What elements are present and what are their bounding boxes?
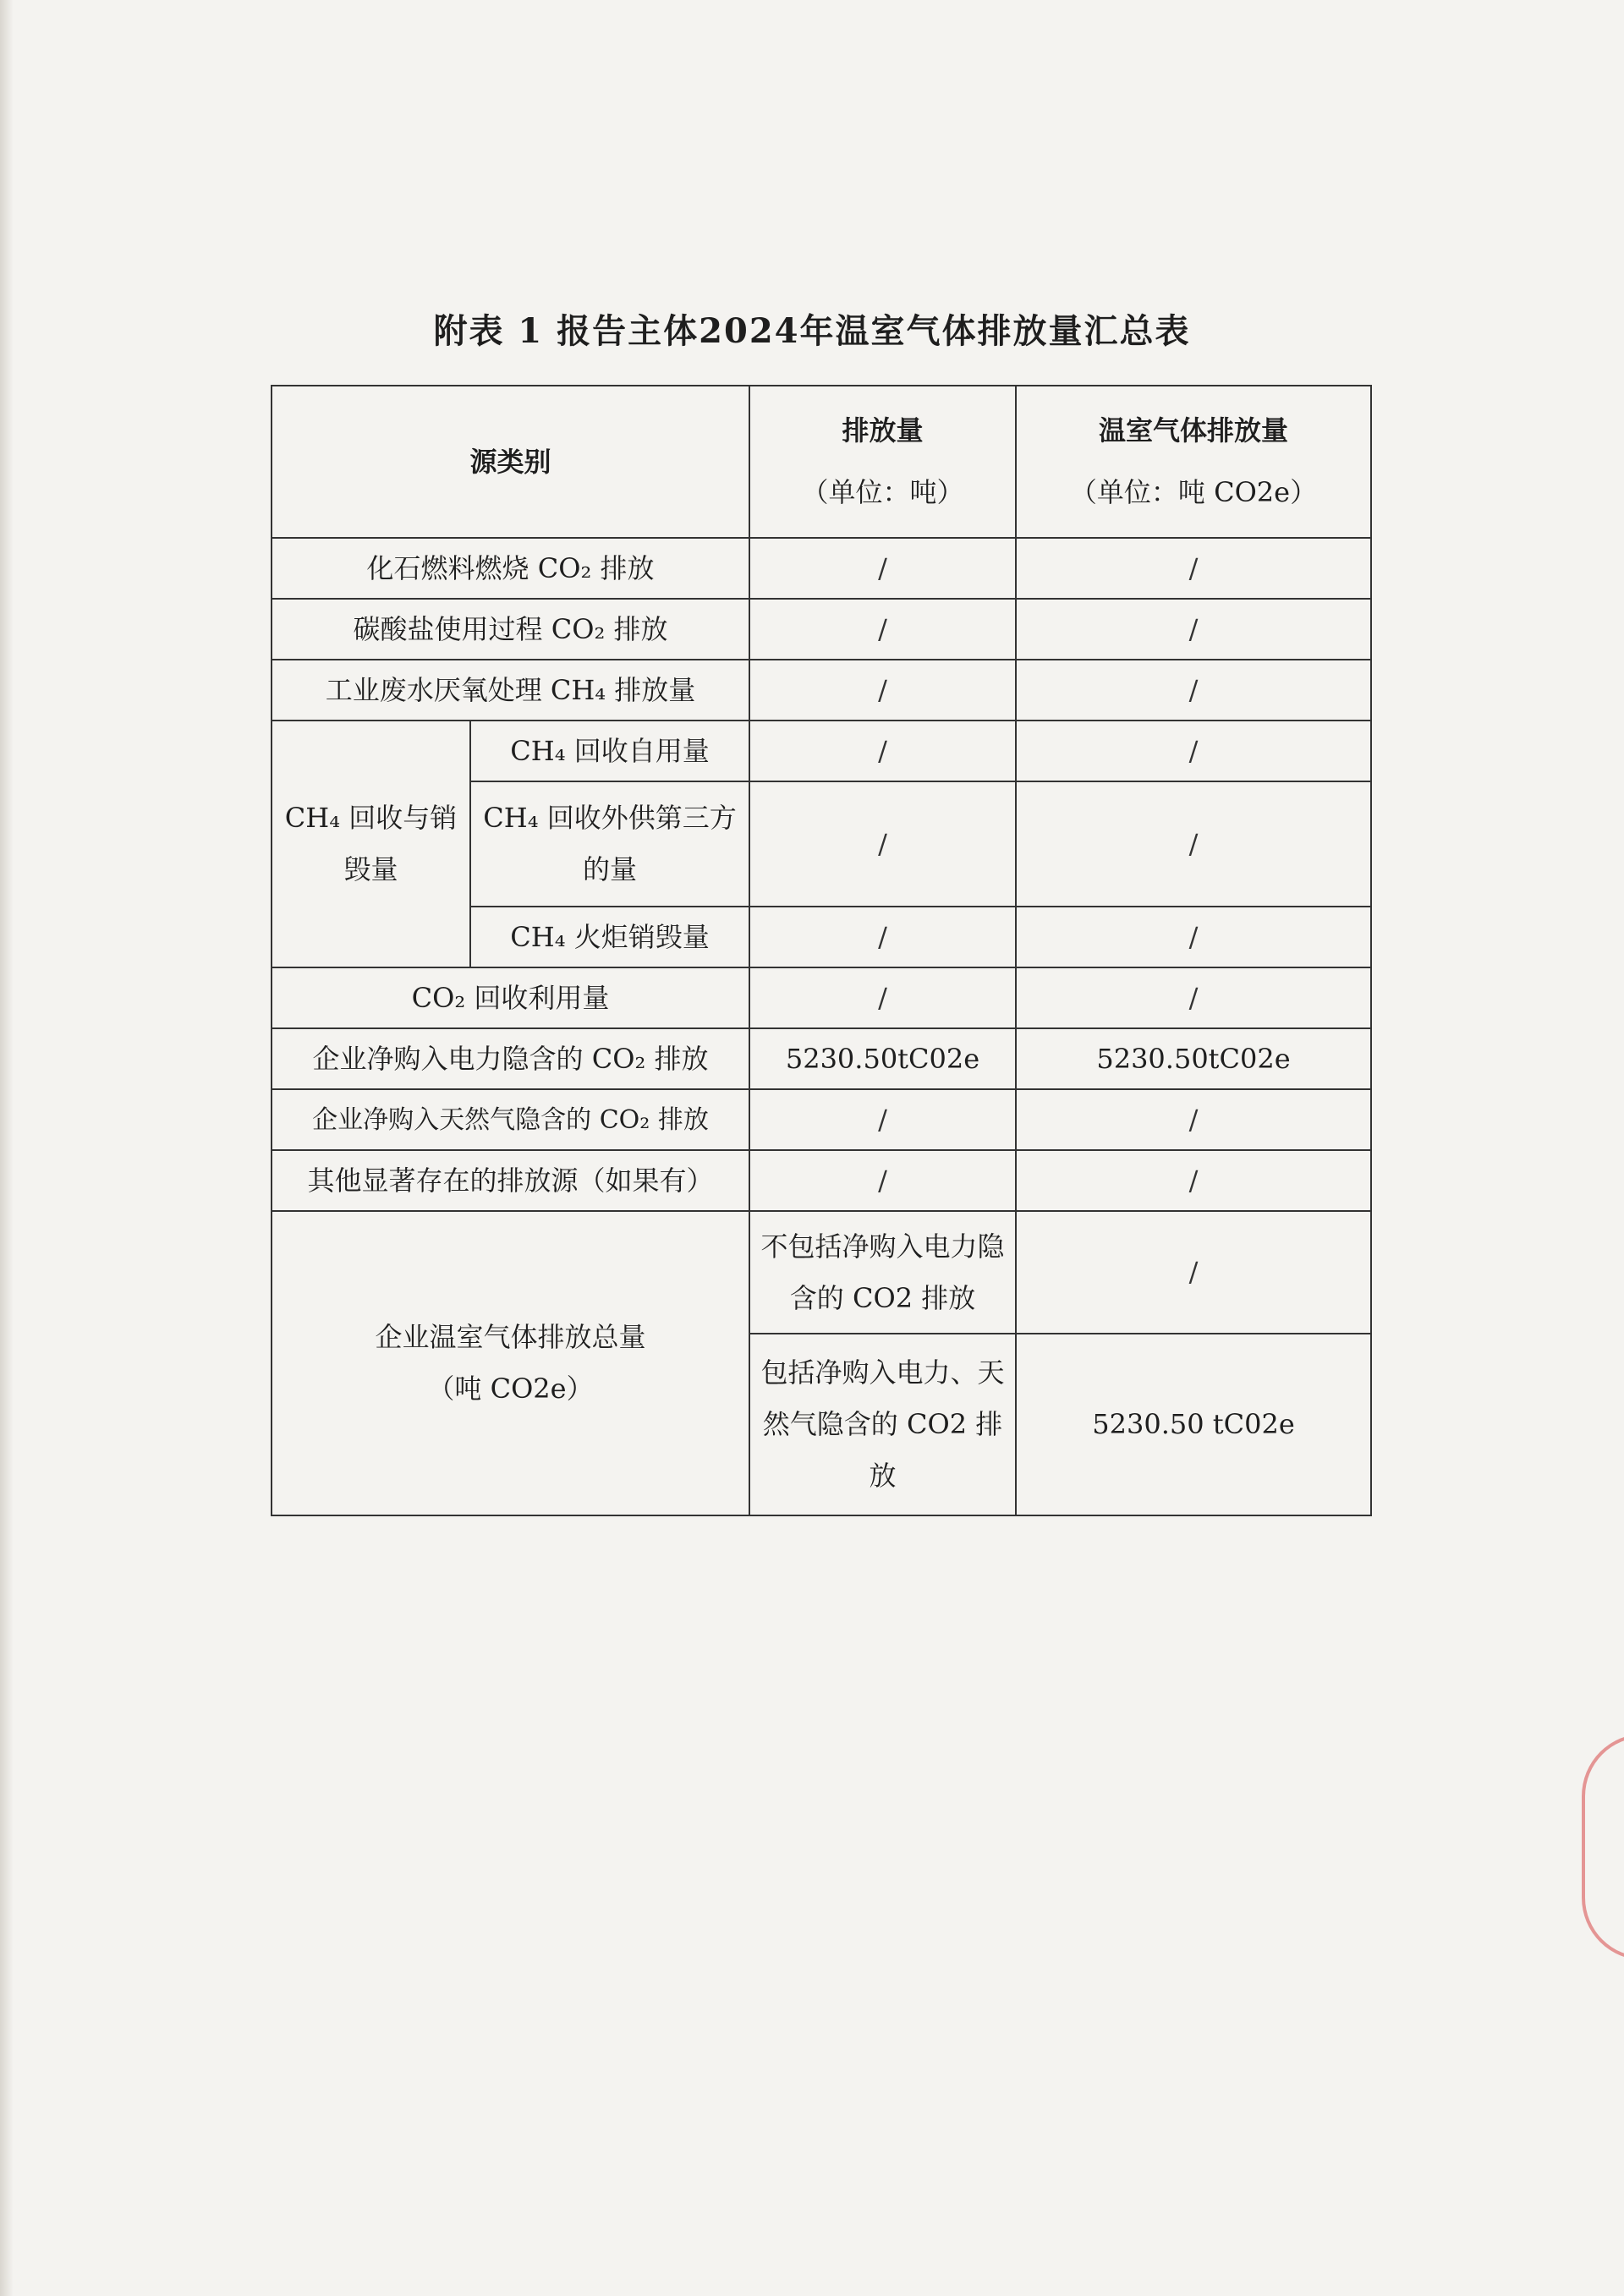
total-label: 企业温室气体排放总量 — [375, 1321, 646, 1354]
cell-value: / — [749, 599, 1016, 660]
cell-value: / — [1016, 599, 1371, 660]
header-emissions-unit: （单位：吨） — [801, 476, 964, 508]
row-label-fossil-fuel: 化石燃料燃烧 CO₂ 排放 — [272, 538, 749, 599]
header-ghg-emissions — [1016, 386, 1371, 538]
header-ghg-label: 温室气体排放量 — [1099, 414, 1289, 447]
cell-value: / — [1016, 721, 1371, 781]
page-edge-shadow — [0, 0, 14, 2296]
row-label-ch4-group: CH₄ 回收与销毁量 — [272, 721, 470, 967]
header-emissions-label: 排放量 — [842, 414, 924, 447]
row-label-incl-electricity: 包括净购入电力、天然气隐含的 CO2 排放 — [749, 1334, 1016, 1515]
row-label-co2-recovery: CO₂ 回收利用量 — [272, 967, 749, 1028]
cell-electricity-ghg: 5230.50tC02e — [1016, 1028, 1371, 1089]
row-label-electricity: 企业净购入电力隐含的 CO₂ 排放 — [272, 1028, 749, 1089]
cell-value: / — [749, 967, 1016, 1028]
header-source-category: 源类别 — [272, 386, 749, 538]
row-label-ch4-flare: CH₄ 火炬销毁量 — [470, 907, 749, 967]
cell-value: / — [749, 781, 1016, 907]
red-seal-stamp — [1582, 1734, 1624, 1960]
page-title: 附表 1 报告主体2024年温室气体排放量汇总表 — [433, 311, 1191, 351]
row-label-total — [272, 1211, 749, 1515]
cell-value: / — [749, 1089, 1016, 1150]
table-row — [272, 538, 1371, 599]
header-ghg-unit: （单位：吨 CO2e） — [1069, 476, 1318, 508]
table-row — [272, 599, 1371, 660]
cell-value: / — [749, 538, 1016, 599]
cell-value: / — [1016, 660, 1371, 721]
row-label-ch4-self: CH₄ 回收自用量 — [470, 721, 749, 781]
cell-value: / — [749, 1150, 1016, 1211]
row-label-ch4-third: CH₄ 回收外供第三方的量 — [470, 781, 749, 907]
table-row — [272, 721, 1371, 781]
row-label-natural-gas: 企业净购入天然气隐含的 CO₂ 排放 — [272, 1089, 749, 1150]
emissions-summary-table — [271, 385, 1372, 1516]
cell-value: / — [749, 660, 1016, 721]
row-label-wastewater: 工业废水厌氧处理 CH₄ 排放量 — [272, 660, 749, 721]
cell-value: / — [1016, 538, 1371, 599]
table-row — [272, 1211, 1371, 1334]
cell-value: / — [1016, 967, 1371, 1028]
cell-value: / — [1016, 1150, 1371, 1211]
row-label-carbonate: 碳酸盐使用过程 CO₂ 排放 — [272, 599, 749, 660]
row-label-excl-electricity: 不包括净购入电力隐含的 CO2 排放 — [749, 1211, 1016, 1334]
cell-value: / — [1016, 781, 1371, 907]
header-emissions — [749, 386, 1016, 538]
table-header-row — [272, 386, 1371, 538]
cell-value: / — [749, 907, 1016, 967]
table-row — [272, 1028, 1371, 1089]
table-row — [272, 660, 1371, 721]
total-unit: （吨 CO2e） — [427, 1373, 594, 1405]
table-row — [272, 967, 1371, 1028]
cell-value: / — [1016, 1211, 1371, 1334]
cell-total-incl: 5230.50 tC02e — [1016, 1334, 1371, 1515]
cell-value: / — [1016, 1089, 1371, 1150]
cell-value: / — [1016, 907, 1371, 967]
cell-value: / — [749, 721, 1016, 781]
table-row — [272, 1150, 1371, 1211]
table-row — [272, 1089, 1371, 1150]
row-label-other: 其他显著存在的排放源（如果有） — [272, 1150, 749, 1211]
cell-electricity-emissions: 5230.50tC02e — [749, 1028, 1016, 1089]
